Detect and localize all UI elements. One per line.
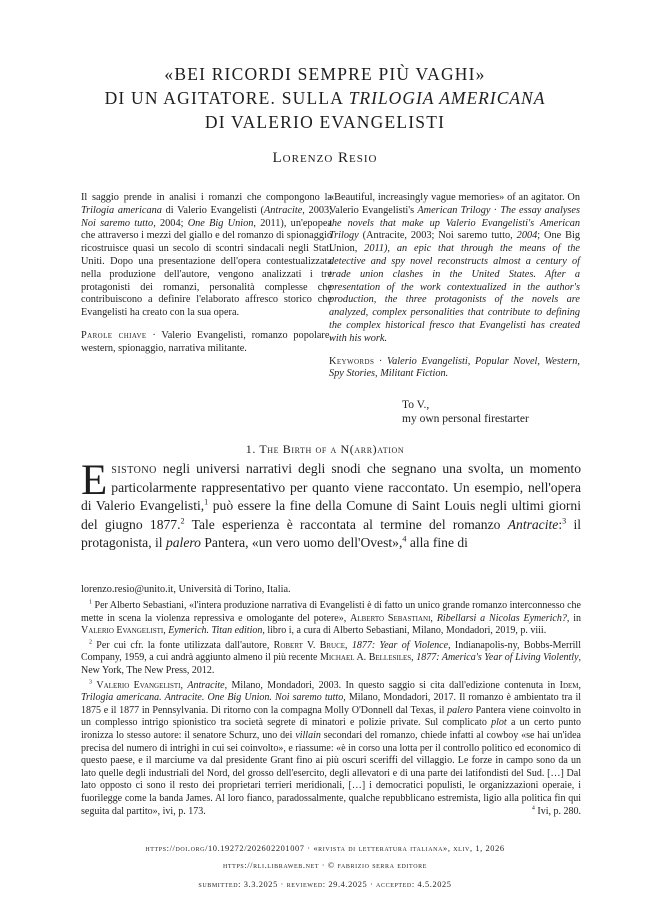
body-paragraph: Esistono negli universi narrativi degli snodi che segnano una svolta, un momento particolarmente rappresentativo per quanto viene raccontato. Un esempio, nell'opera di Valerio Evangelisti,$^1$ può essere la fine della Comune di Saint Louis negli ultimi giorni del giugno 1877.$^2$ Tale esperienza è raccontata al termine del romanzo Antracite:$^3$ il protagonista, il palero Pantera, «un vero uomo dell'Ovest»,$^4$ alla fine di	[81, 457, 582, 550]
abstract-italian-text: Il saggio prende in analisi i romanzi che compongono la Trilogia americana di Valerio Evangelisti (Antracite, 2003; Noi saremo tutto, 2004; One Big Union, 2011), un'epopea che attraverso i mezzi del giallo e del romanzo di spionaggio ricostruisce quasi un secolo di scontri sindacali negli Stati Uniti. Dopo una presentazione dell'opera contestualizzata nella produzione dell'autore, vengono analizzati i tre protagonisti dei romanzi, personalità complesse che contribuiscono a definire l'elaborato affresco storico che Evangelisti ha creato con la sua opera.	[81, 192, 333, 319]
drop-cap: E	[81, 457, 108, 504]
abstract-english	[329, 192, 580, 381]
section-heading: 1. The Birth of a N(arr)ation	[245, 442, 405, 456]
footnote-ref-4[interactable]: 4	[402, 534, 407, 544]
title-line-2	[0, 86, 650, 110]
first-word: sistono	[111, 461, 157, 476]
abstract-english-text: «Beautiful, increasingly vague memories» of an agitator. On Valerio Evangelisti's American Trilogy · The essay analyses the novels that make up Valerio Evangelisti's American Trilogy (Antracite, 2003; Noi saremo tutto, 2004; One Big Union, 2011), an epic that through the means of the detective and spy novel reconstructs almost a century of trade union clashes in the United States. After a presentation of the work contextualized in the author's production, the three protagonists of the novels are analyzed, complex personalities that contribute to defining the complex historical fresco that Evangelisti has created with his work.	[329, 192, 581, 344]
abstract-italian	[81, 192, 332, 356]
footer-url: https://rli.libraweb.net · © fabrizio serra editore	[222, 861, 428, 870]
footnote-ref-1[interactable]: 1	[204, 497, 209, 507]
footnote-ref-2[interactable]: 2	[180, 515, 185, 525]
title-line-2-text: DI UN AGITATORE. SULLA	[104, 88, 349, 108]
dedication	[402, 398, 529, 426]
title-line-2-italic: TRILOGIA AMERICANA	[348, 88, 546, 108]
footnote-3: $^3$ Valerio Evangelisti, Antracite, Milano, Mondadori, 2003. In questo saggio si cita dall'edizione contenuta in Idem, Trilogia americana. Antracite. One Big Union. Noi saremo tutto, Milano, Mondadori, 2017. Il romanzo è ambientato tra il 1875 e il 1877 in Pennsylvania. Di ritorno con la compagna Molly O'Donnell dal Texas, il palero Pantera viene coinvolto in un complesso intrigo spionistico tra società segrete di minatori e polizie private. Sul complicato plot a un certo punto ironizza lo stesso autore: il senatore Schurz, uno dei villain secondari del romanzo, chiede infatti al cowboy «se hai un'idea precisa del numero di intrighi in cui sei coinvolto», e riassume: «è in corso una lotta per il controllo politico ed economico di questo paese, e il marciume va dal presidente Grant fino ai più oscuri sceriffi del villaggio. Le forze in campo sono da un lato quelle degli industriali del Nord, del grosso dell'esercito, degli allevatori e di una parte dei latifondisti del Sud. […] Dal lato opposto ci sono il resto dei proprietari terrieri meridionali, […] i democratici populisti, le organizzazioni operaie, i fuorilegge come la banda James. Al loro fianco, paradossalmente, qualche repubblicano estremista, ligio alla politica fin qui seguita dal partito», ivi, p. 173. $^4$ Ivi, p. 280.	[81, 679, 582, 817]
dedication-line-1: To V.,	[402, 399, 430, 411]
title-line-3: DI VALERIO EVANGELISTI	[204, 112, 446, 132]
footnote-ref-3[interactable]: 3	[562, 515, 567, 525]
footnote-2: $^2$ Per cui cfr. la fonte utilizzata dall'autore, Robert V. Bruce, 1877: Year of Violence, Indianapolis-ny, Bobbs-Merrill Company, 1959, a cui andrà aggiunto almeno il più recente Michael A. Bellesiles, 1877: America's Year of Living Violently, New York, The New Press, 2012.	[81, 639, 582, 676]
keywords-english-list: Valerio Evangelisti, Popular Novel, Western, Spy Stories, Militant Fiction.	[329, 355, 580, 380]
title-line-1: «BEI RICORDI SEMPRE PIÙ VAGHI»	[164, 64, 486, 84]
keywords-italian-list: · Valerio Evangelisti, romanzo popolare, western, spionaggio, narrativa militante.	[81, 329, 333, 354]
footer-doi: https://doi.org/10.19272/202602201007 · «rivista di letteratura italiana», xliv, 1, 2026	[145, 844, 505, 853]
footnote-4: $^4$ Ivi, p. 280.	[531, 805, 581, 817]
author-affiliation: lorenzo.resio@unito.it, Università di Torino, Italia.	[81, 584, 291, 595]
footer-dates: submitted: 3.3.2025 · reviewed: 29.4.2025 · accepted: 4.5.2025	[198, 880, 452, 889]
keywords-english-label: Keywords	[329, 355, 375, 367]
footnotes	[81, 598, 581, 818]
keywords-italian-label: Parole chiave	[81, 329, 147, 341]
article-title	[0, 62, 650, 134]
keywords-italian	[81, 330, 332, 356]
footnote-1: $^1$ Per Alberto Sebastiani, «l'intera produzione narrativa di Evangelisti è di fatto un unico grande romanzo interconnesso che mette in scena la violenza repressiva e omologante del potere», Alberto Sebastiani, Ribellarsi a Nicolas Eymerich?, in Valerio Evangelisti, Eymerich. Titan edition, libro i, a cura di Alberto Sebastiani, Milano, Mondadori, 2019, p. viii.	[81, 599, 581, 637]
author-name: Lorenzo Resio	[272, 150, 378, 166]
keywords-english: Keywords · Valerio Evangelisti, Popular Novel, Western, Spy Stories, Militant Fiction.	[329, 355, 580, 380]
dedication-line-2: my own personal firestarter	[402, 413, 529, 425]
